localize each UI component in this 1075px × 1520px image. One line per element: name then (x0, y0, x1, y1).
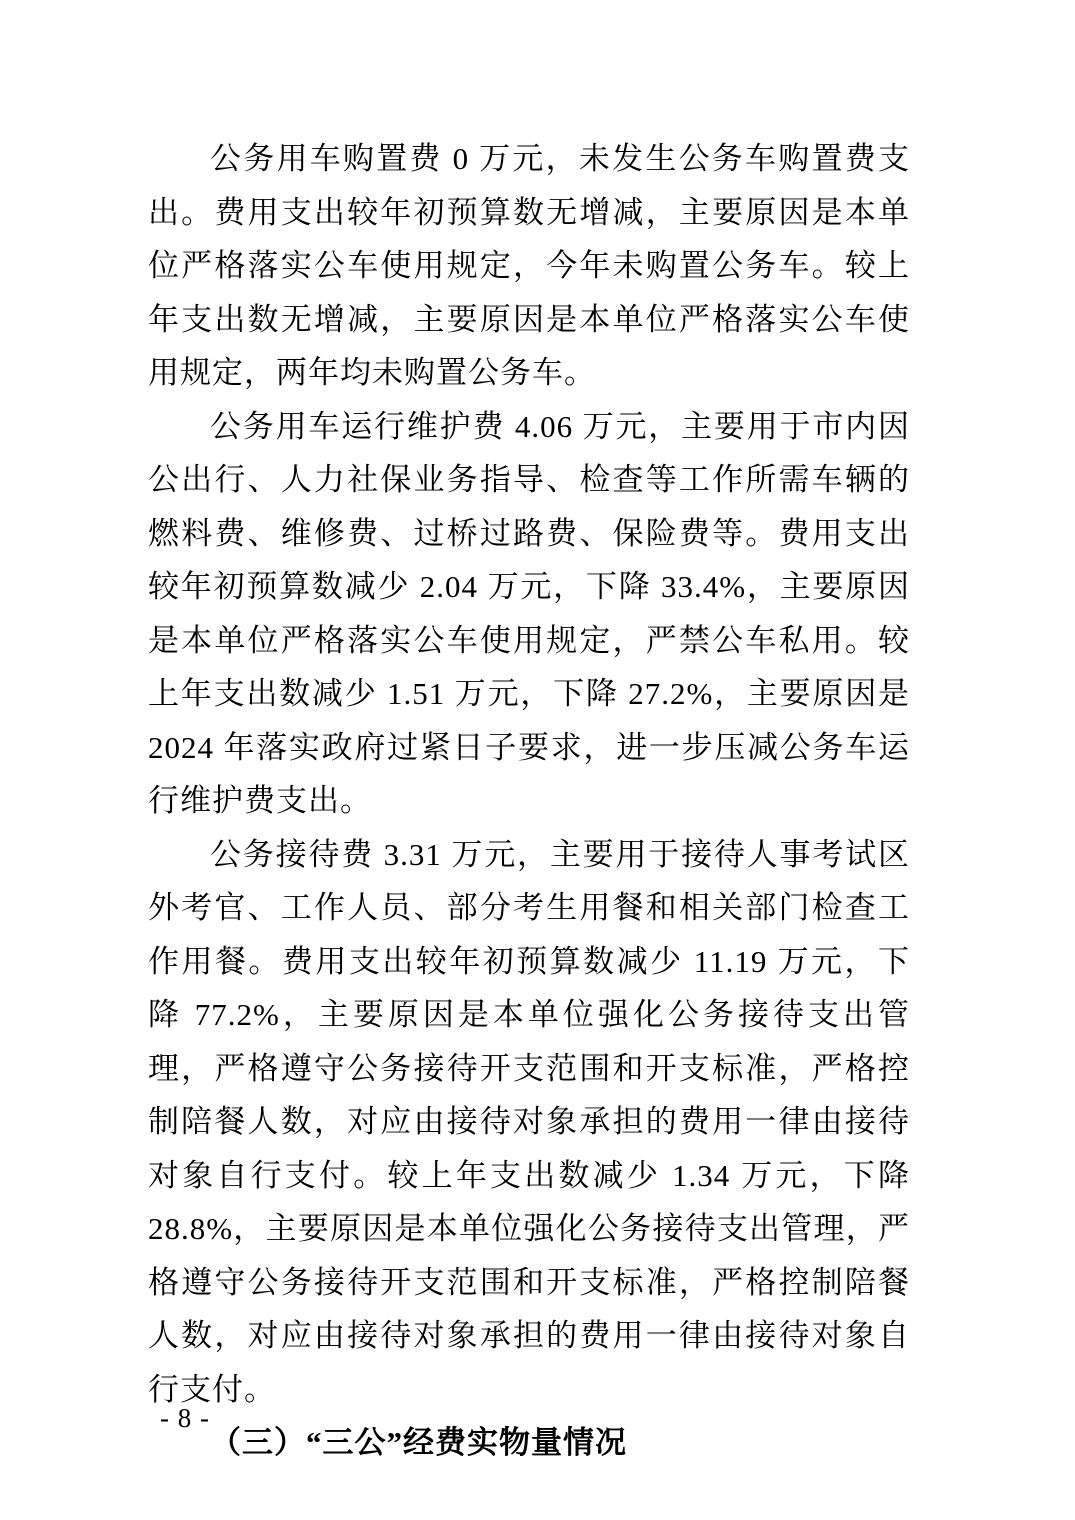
document-body (148, 132, 910, 1470)
paragraph-official-reception: 公务接待费 3.31 万元，主要用于接待人事考试区外考官、工作人员、部分考生用餐和相关部门检查工作用餐。费用支出较年初预算数减少 11.19 万元，下降 77.2%，主要原因是本单位强化公务接待支出管理，严格遵守公务接待开支范围和开支标准，严格控制陪餐人数，对应由接待对象承担的费用一律由接待对象自行支付。较上年支出数减少 1.34 万元，下降 28.8%，主要原因是本单位强化公务接待支出管理，严格遵守公务接待开支范围和开支标准，严格控制陪餐人数，对应由接待对象承担的费用一律由接待对象自行支付。 (148, 836, 910, 1407)
paragraph-official-vehicle-operation-maintenance: 公务用车运行维护费 4.06 万元，主要用于市内因公出行、人力社保业务指导、检查等工作所需车辆的燃料费、维修费、过桥过路费、保险费等。费用支出较年初预算数减少 2.04 万元，下降 33.4%，主要原因是本单位严格落实公车使用规定，严禁公车私用。较上年支出数减少 1.51 万元，下降 27.2%，主要原因是 2024 年落实政府过紧日子要求，进一步压减公务车运行维护费支出。 (148, 408, 910, 818)
page-number: - 8 - (160, 1403, 210, 1433)
paragraph-official-vehicle-purchase: 公务用车购置费 0 万元，未发生公务车购置费支出。费用支出较年初预算数无增减，主要原因是本单位严格落实公车使用规定，今年未购置公务车。较上年支出数无增减，主要原因是本单位严格落实公车使用规定，两年均未购置公务车。 (148, 141, 910, 390)
section-heading: （三）“三公”经费实物量情况 (210, 1425, 627, 1460)
